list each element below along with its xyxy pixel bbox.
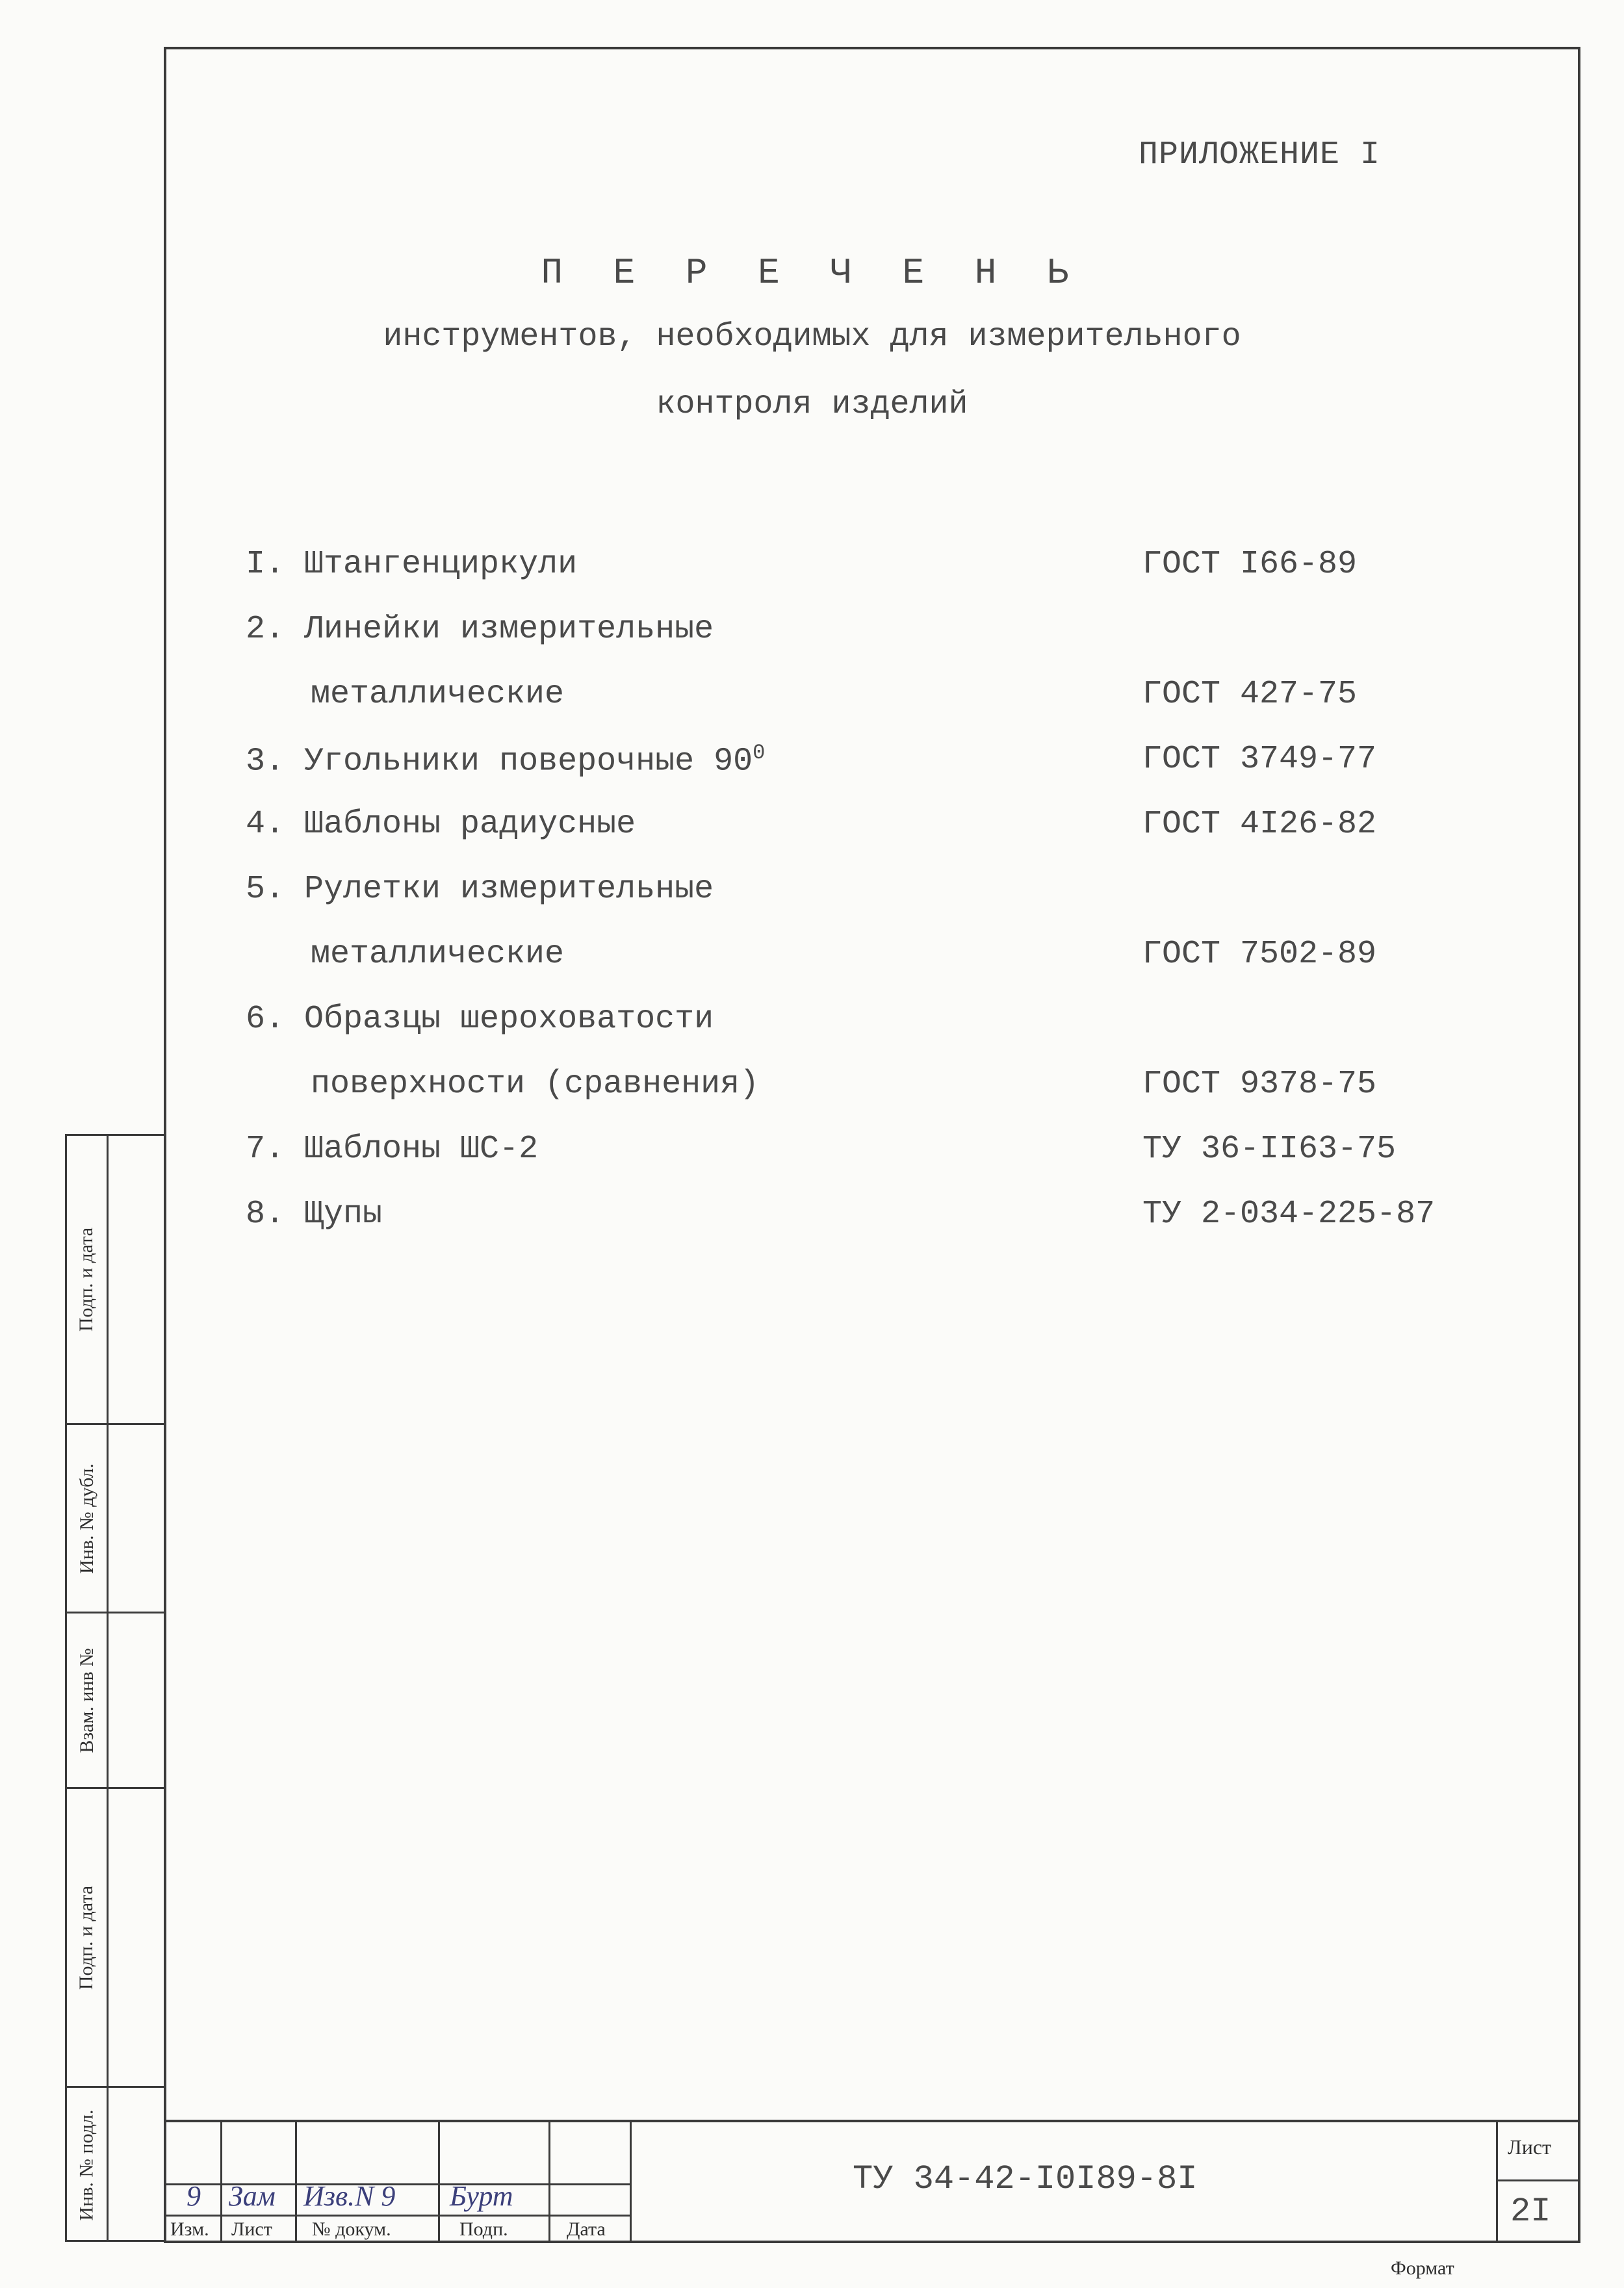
list-item [246, 806, 1545, 871]
item-name: металлические [311, 936, 565, 973]
item-name: 6. Образцы шероховатости [246, 1001, 714, 1038]
list-item [246, 741, 1545, 806]
list-item [246, 1001, 1545, 1066]
header-sheet: Лист [231, 2218, 272, 2240]
handwritten-change: 9 [187, 2180, 201, 2212]
margin-cell-orig-inv [67, 2088, 164, 2242]
item-standard: ГОСТ 427-75 [1142, 676, 1358, 713]
item-standard: ГОСТ 9378-75 [1142, 1066, 1377, 1103]
item-name: 3. Угольники поверочные $90^0$ [246, 741, 766, 780]
item-name: 7. Шаблоны ШС-2 [246, 1131, 539, 1168]
sheet-number: 2I [1510, 2192, 1551, 2231]
item-standard: ГОСТ 4I26-82 [1142, 806, 1377, 843]
item-standard: ТУ 2-034-225-87 [1142, 1196, 1436, 1233]
document-title: П Е Р Е Ч Е Н Ь [541, 252, 1083, 294]
item-name: металлические [311, 676, 565, 713]
header-change: Изм. [170, 2218, 209, 2240]
list-item [246, 1131, 1545, 1196]
margin-cell-sign-date-1 [67, 1136, 164, 1425]
list-item [246, 1196, 1545, 1261]
item-standard: ГОСТ 3749-77 [1142, 741, 1377, 778]
margin-cell-replace-inv [67, 1613, 164, 1789]
degree-superscript: 0 [753, 741, 766, 765]
header-doc-no: № докум. [312, 2218, 391, 2240]
list-item [246, 1066, 1545, 1131]
item-name: 2. Линейки измерительные [246, 611, 714, 648]
margin-strip [65, 1134, 164, 2242]
item-name: I. Штангенциркули [246, 546, 578, 583]
margin-cell-dup-inv [67, 1425, 164, 1613]
margin-label: Подп. и дата [75, 1227, 97, 1332]
subtitle-line-1: инструментов, необходимых для измерительного [383, 318, 1241, 355]
item-standard: ГОСТ 7502-89 [1142, 936, 1377, 973]
item-name: поверхности (сравнения) [311, 1066, 760, 1103]
item-standard: ГОСТ I66-89 [1142, 546, 1358, 583]
header-signature: Подп. [459, 2218, 508, 2240]
list-item [246, 546, 1545, 611]
sheet-label: Лист [1508, 2135, 1552, 2159]
margin-label: Взам. инв № [75, 1647, 97, 1753]
margin-label: Инв. № подл. [75, 2109, 97, 2220]
appendix-label: ПРИЛОЖЕНИЕ I [1139, 136, 1381, 174]
list-item [246, 871, 1545, 936]
margin-cell-sign-date-2 [67, 1789, 164, 2088]
list-item [246, 936, 1545, 1001]
item-standard: ТУ 36-II63-75 [1142, 1131, 1397, 1168]
handwritten-sheet: Зам [229, 2180, 276, 2212]
margin-label: Подп. и дата [75, 1885, 97, 1990]
list-item [246, 676, 1545, 741]
handwritten-doc-no: Изв.N 9 [303, 2180, 396, 2212]
list-item [246, 611, 1545, 676]
subtitle-line-2: контроля изделий [656, 386, 968, 423]
margin-label: Инв. № дубл. [75, 1463, 97, 1574]
title-block [164, 2120, 1580, 2243]
document-designation: ТУ 34-42-I0I89-8I [853, 2160, 1198, 2198]
format-label: Формат [1391, 2257, 1454, 2279]
header-date: Дата [567, 2218, 606, 2240]
handwritten-signature: Бурт [450, 2180, 513, 2212]
item-name: 8. Щупы [246, 1196, 383, 1233]
instrument-list [246, 546, 1545, 1261]
item-name: 4. Шаблоны радиусные [246, 806, 636, 843]
item-name: 5. Рулетки измерительные [246, 871, 714, 908]
